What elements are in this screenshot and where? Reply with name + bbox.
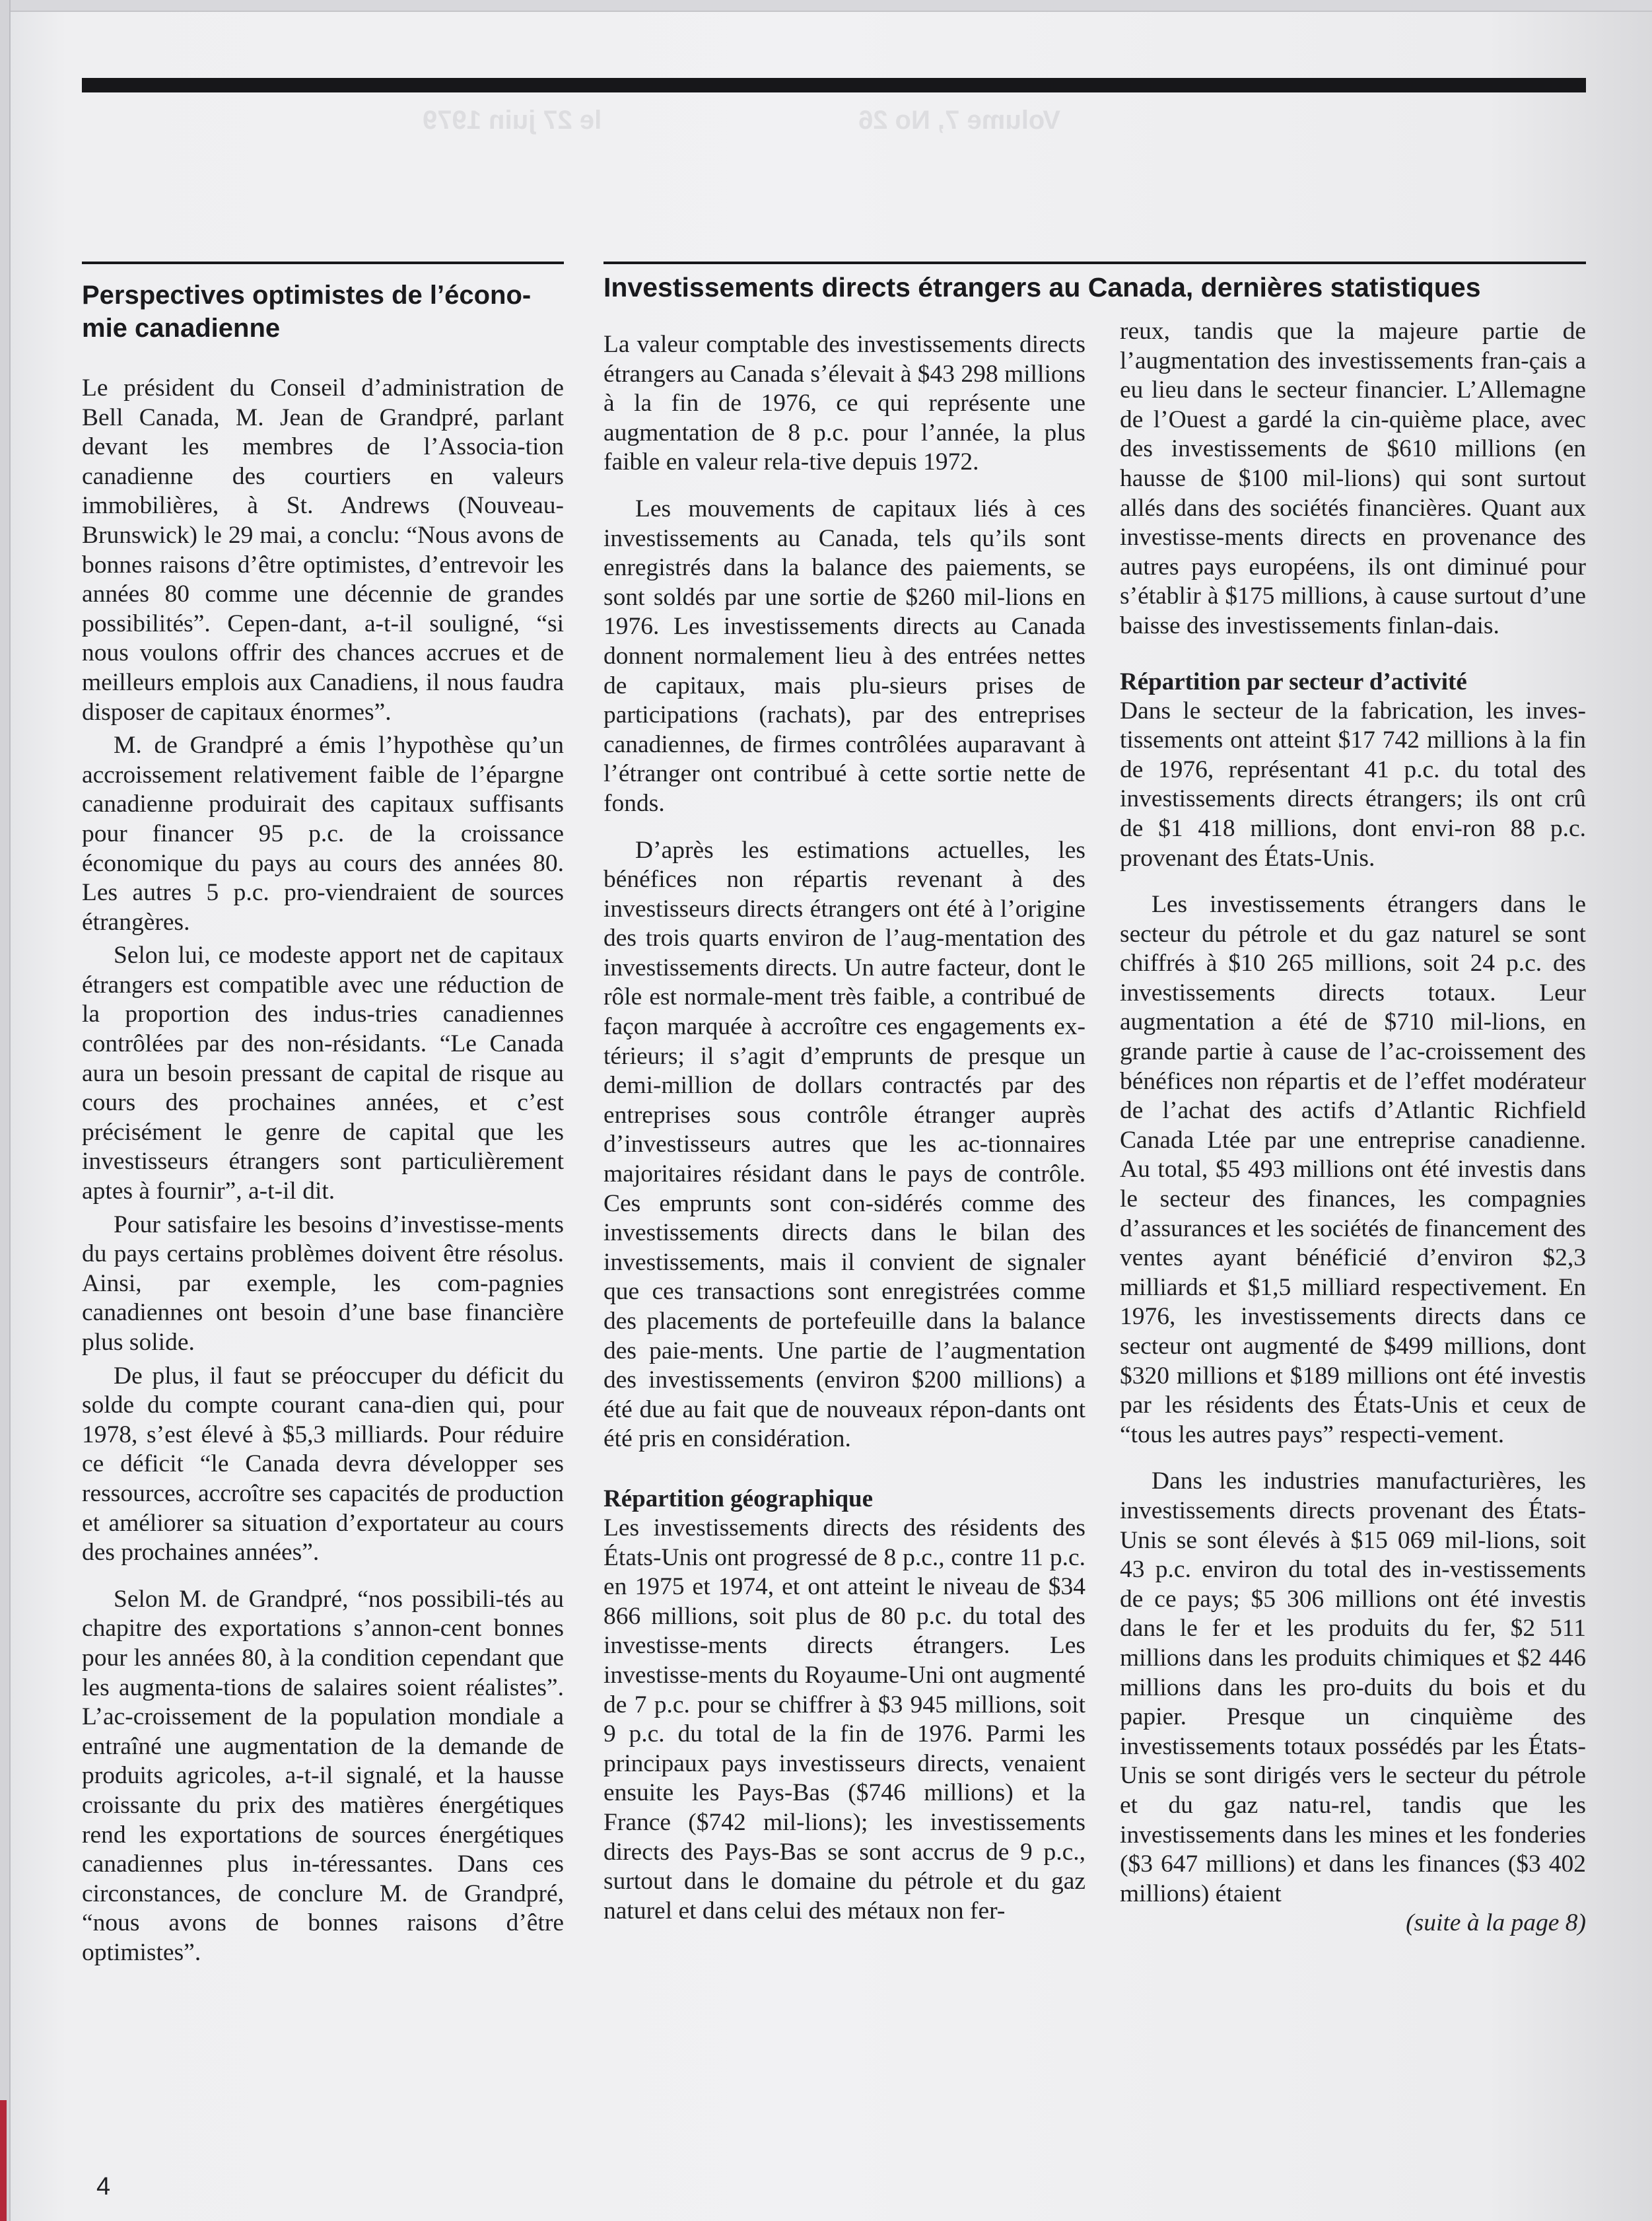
paragraph: Dans le secteur de la fabrication, les inves-tissements ont atteint $17 742 millions à la fin de 1976, représentant 41 p.c. du total des investissements directs étrangers; ils ont crû de $1 418 millions, dont envi-ron 88 p.c. provenant des États-Unis. (1120, 697, 1586, 872)
article-left-body (82, 374, 564, 1967)
paragraph: Les investissements étrangers dans le secteur du pétrole et du gaz naturel se sont chiffrés à $10 265 millions, soit 24 p.c. des investissements directs totaux. Leur augmentation a été de $710 mil-lions, en grande partie à cause de l’ac-croissement des bénéfices non répartis et de l’effet modérateur de l’achat des actifs d’Atlantic Richfield Canada Ltée par une entreprise canadienne. Au total, $5 493 millions ont été investis dans le secteur des finances, les compagnies d’assurances et les sociétés de financement des ventes ayant bénéficié d’environ $2,3 milliards et $1,5 milliard respectivement. En 1976, les investissements directs dans ce secteur ont augmenté de $499 millions, dont $320 millions et $189 millions ont été investis par les résidents des États-Unis et ceux de “tous les autres pays” respecti-vement. (1120, 891, 1586, 1448)
article-right-col1-body (603, 330, 1085, 1454)
article-right-col2-body (1120, 317, 1586, 641)
paragraph: Les mouvements de capitaux liés à ces investissements au Canada, tels qu’ils sont enregistrés dans la balance des paiements, se sont soldés par une sortie de $260 mil-lions en 1976. Les investissements directs au Canada donnent normalement lieu à des entrées nettes de capitaux, mais plu-sieurs prises de participations (rachats), par des entreprises canadiennes, de firmes contrôlées auparavant à l’étranger ont contribué à cette sortie nette de fonds. (603, 495, 1085, 817)
paragraph: D’après les estimations actuelles, les bénéfices non répartis revenant à des investisseurs directs étrangers ont été à l’origine des trois quarts environ de l’aug-mentation des investissements directs. Un autre facteur, dont le rôle est normale-ment très faible, a contribué de façon marquée à accroître ces engagements ex-térieurs; il s’agit d’emprunts de presque un demi-million de dollars contractés par des entreprises sous contrôle étranger auprès d’investisseurs autres que les ac-tionnaires majoritaires résidant dans le pays de contrôle. Ces emprunts sont con-sidérés comme des investissements directs dans le bilan des investissements, mais il convient de signaler que ces transactions sont enregistrées comme des placements de portefeuille dans la balance des paie-ments. Une partie de l’augmentation des investissements (environ $200 millions) a été due au fait que de nouveaux répon-dants ont été pris en considération. (603, 836, 1085, 1453)
article-right-column-2 (1120, 317, 1586, 1938)
article-right-title: Investissements directs étrangers au Canada, dernières statistiques (603, 272, 1481, 302)
page-left-edge (0, 0, 11, 2221)
header-rule (82, 78, 1586, 92)
subhead-sector: Répartition par secteur d’activité (1120, 668, 1467, 695)
paragraph: Selon lui, ce modeste apport net de capitaux étrangers est compatible avec une réduction de la proportion des indus-tries canadiennes contrôlées par des non-résidants. “Le Canada aura un besoin pressant de capital de risque au cours des prochaines années, et c’est précisément le genre de capital que les investisseurs étrangers sont particulièrement aptes à fournir”, a-t-il dit. (82, 942, 564, 1205)
page-top-edge (0, 0, 1652, 12)
paragraph: M. de Grandpré a émis l’hypothèse qu’un accroissement relativement faible de l’épargne canadienne produirait des capitaux suffisants pour financer 95 p.c. de la croissance économique du pays au cours des années 80. Les autres 5 p.c. pro-viendraient de sources étrangères. (82, 732, 564, 936)
paragraph: La valeur comptable des investissements directs étrangers au Canada s’élevait à $43 298 millions à la fin de 1976, ce qui représente une augmentation de 8 p.c. pour l’année, la plus faible en valeur rela-tive depuis 1972. (603, 331, 1085, 476)
article-left (82, 262, 564, 1967)
show-through-date: le 27 juin 1979 (423, 106, 602, 135)
sector-body (1120, 697, 1586, 1909)
paragraph: Le président du Conseil d’administration de Bell Canada, M. Jean de Grandpré, parlant devant les membres de l’Associa-tion canadienne des courtiers en valeurs immobilières, à St. Andrews (Nouveau-Brunswick) le 29 mai, a conclu: “Nous avons de bonnes raisons d’être optimistes, d’entrevoir les années 80 comme une décennie de grandes possibilités”. Cepen-dant, a-t-il souligné, “si nous voulons offrir des chances accrues et de meilleurs emplois aux Canadiens, il nous faudra disposer de capitaux énormes”. (82, 374, 564, 726)
subhead-geographic: Répartition géographique (603, 1485, 874, 1512)
paragraph: reux, tandis que la majeure partie de l’augmentation des investissements fran-çais a eu lieu dans le secteur financier. L’Allemagne de l’Ouest a gardé la cin-quième place, avec des investissements de $610 millions (en hausse de $100 mil-lions) qui sont surtout allés dans des sociétés financières. Quant aux investisse-ments directs en provenance des autres pays européens, ils ont diminué pour s’établir à $175 millions, à cause surtout d’une baisse des investissements finlan-dais. (1120, 318, 1586, 639)
page-number: 4 (96, 2173, 111, 2201)
paragraph: Selon M. de Grandpré, “nos possibili-tés au chapitre des exportations s’annon-cent bonnes pour les années 80, à la condition cependant que les augmenta-tions de salaires soient réalistes”. L’ac-croissement de la population mondiale a entraîné une augmentation de la demande de produits agricoles, a-t-il signalé, et la hausse croissante du prix des matières énergétiques rend les exportations de sources énergétiques canadiennes plus in-téressantes. Dans ces circonstances, de conclure M. de Grandpré, “nous avons de bonnes raisons d’être optimistes”. (82, 1585, 564, 1966)
geo-body (603, 1514, 1085, 1926)
article-left-rule (82, 262, 564, 264)
article-right-header (603, 262, 1586, 304)
paragraph: Dans les industries manufacturières, les investissements directs provenant des États-Unis se sont élevés à $15 069 mil-lions, soit 43 p.c. environ du total des in-vestissements de ce pays; $5 306 millions ont été investis dans le fer et les produits du fer, $2 511 millions dans les produits chimiques et $2 446 millions dans les pro-duits du bois et du papier. Presque un cinquième des investissements totaux possédés par les États-Unis se sont dirigés vers le secteur du pétrole et du gaz natu-rel, tandis que les investissements dans les mines et les fonderies ($3 647 millions) et dans les finances ($3 402 millions) étaient (1120, 1467, 1586, 1907)
binding-strip (0, 2100, 7, 2221)
show-through-issue: Volume 7, No 26 (858, 106, 1061, 135)
paragraph: Pour satisfaire les besoins d’investisse-ments du pays certains problèmes doivent être résolus. Ainsi, par exemple, les com-pagnies canadiennes ont besoin d’une base financière plus solide. (82, 1211, 564, 1356)
paragraph: Les investissements directs des résidents des États-Unis ont progressé de 8 p.c., contre 11 p.c. en 1975 et 1974, et ont atteint le niveau de $34 866 millions, soit plus de 80 p.c. du total des investisse-ments directs étrangers. Les investisse-ments du Royaume-Uni ont augmenté de 7 p.c. pour se chiffrer à $3 945 millions, soit 9 p.c. du total de la fin de 1976. Parmi les principaux pays investisseurs directs, venaient ensuite les Pays-Bas ($746 millions) et la France ($742 mil-lions); les investissements directs des Pays-Bas se sont accrus de 9 p.c., surtout dans le domaine du pétrole et du gaz naturel et dans celui des métaux non fer- (603, 1514, 1085, 1924)
article-left-title: Perspectives optimistes de l’écono-mie canadienne (82, 281, 532, 343)
continued-note: (suite à la page 8) (1406, 1909, 1586, 1937)
article-right-column-1 (603, 330, 1085, 1926)
paragraph: De plus, il faut se préoccuper du déficit du solde du compte courant cana-dien qui, pour 1978, s’est élevé à $5,3 milliards. Pour réduire ce déficit “le Canada devra développer ses ressources, accroître ses capacités de production et améliorer sa situation d’exportateur au cours des prochaines années”. (82, 1362, 564, 1567)
article-right-rule (603, 262, 1586, 264)
